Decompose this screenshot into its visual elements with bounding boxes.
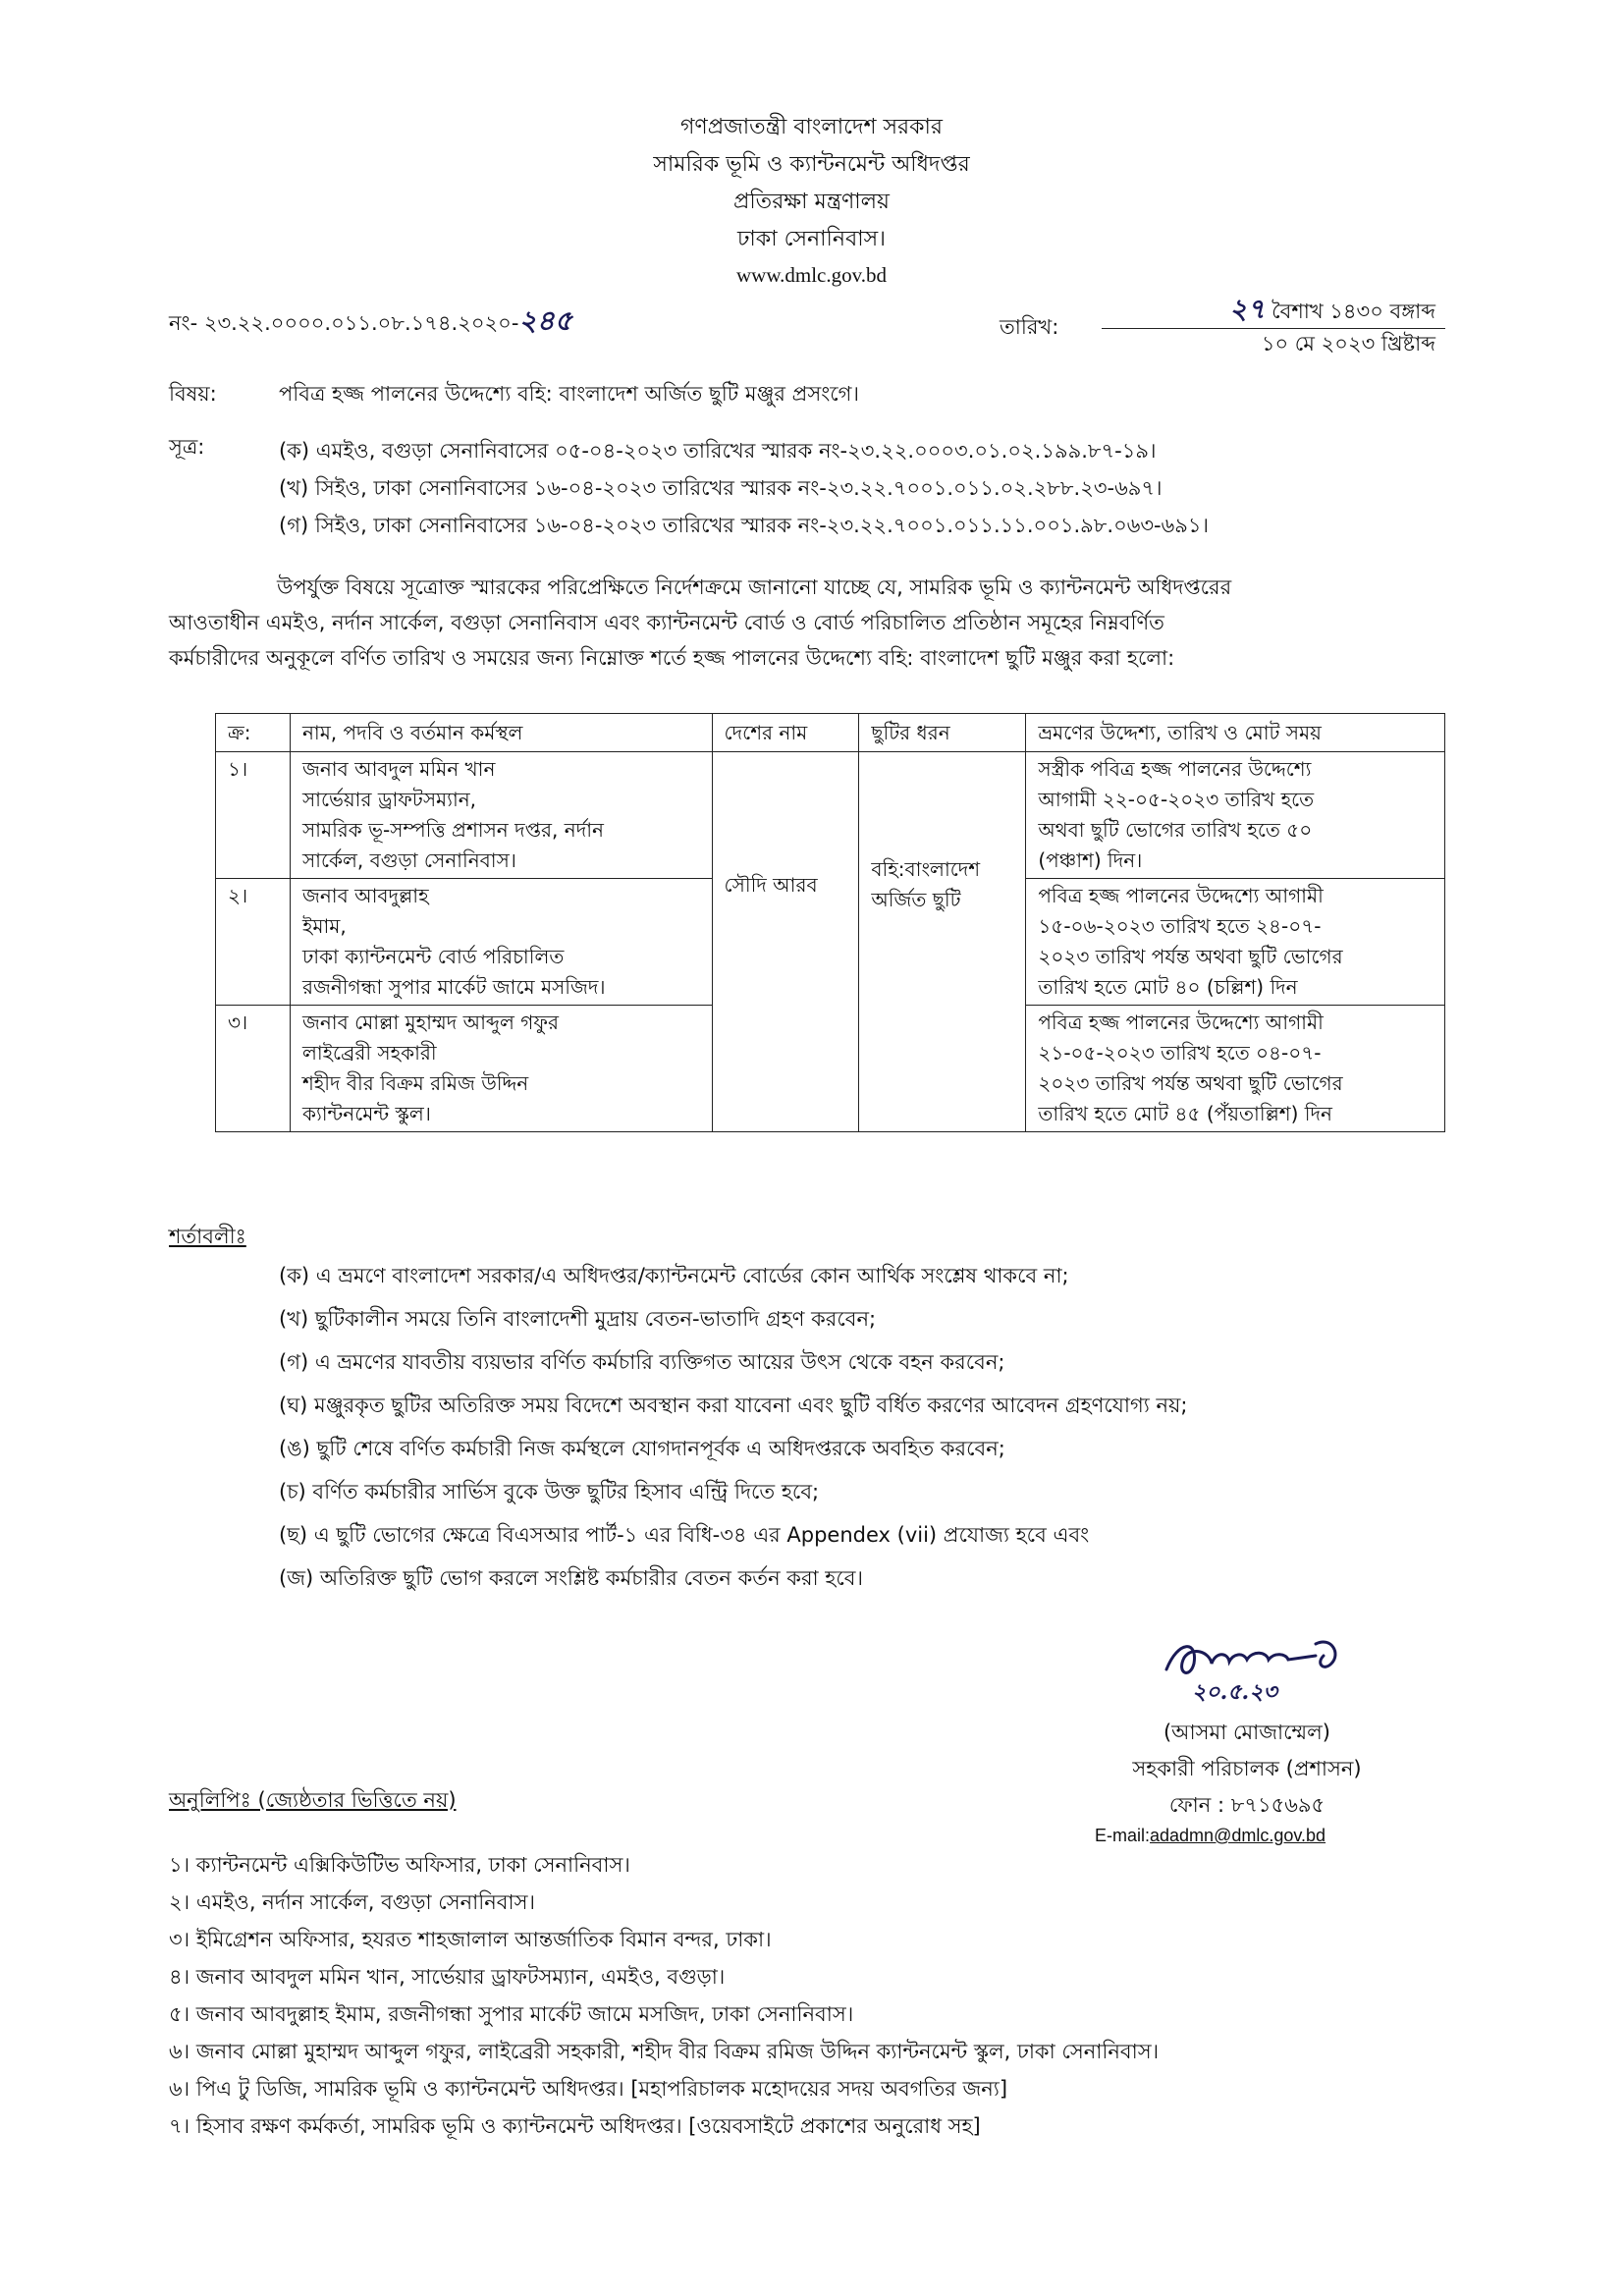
term-item: (জ) অতিরিক্ত ছুটি ভোগ করলে সংশ্লিষ্ট কর্মচারীর বেতন কর্তন করা হবে। bbox=[279, 1566, 863, 1590]
signatory-designation: সহকারী পরিচালক (প্রশাসন) bbox=[1132, 1757, 1362, 1780]
copy-item: ৭। হিসাব রক্ষণ কর্মকর্তা, সামরিক ভূমি ও ক্যান্টনমেন্ট অধিদপ্তর। [ওয়েবসাইটে প্রকাশের অনুরোধ সহ] bbox=[169, 2114, 981, 2138]
govt-name: গণপ্রজাতন্ত্রী বাংলাদেশ সরকার bbox=[679, 115, 944, 139]
body-paragraph bbox=[169, 570, 1445, 676]
reference-list bbox=[279, 432, 1209, 544]
email-label: E-mail: bbox=[1095, 1826, 1151, 1845]
name-line: রজনীগন্ধা সুপার মার্কেট জামে মসজিদ। bbox=[301, 975, 606, 999]
term-item: (চ) বর্ণিত কর্মচারীর সার্ভিস বুকে উক্ত ছুটির হিসাব এন্ট্রি দিতে হবে; bbox=[279, 1480, 820, 1503]
copy-item: ৪। জনাব আবদুল মমিন খান, সার্ভেয়ার ড্রাফটসম্যান, এমইও, বগুড়া। bbox=[169, 1965, 726, 1989]
date-bangla: বৈশাখ ১৪৩০ বঙ্গাব্দ bbox=[1271, 300, 1435, 323]
name-line: সার্কেল, বগুড়া সেনানিবাস। bbox=[301, 848, 516, 872]
row-serial: ৩। bbox=[216, 1006, 291, 1132]
copy-item: ৬। জনাব মোল্লা মুহাম্মদ আব্দুল গফুর, লাইব্রেরী সহকারী, শহীদ বীর বিক্রম রমিজ উদ্দিন ক্যান্টনমেন্ট স্কুল, ঢাকা সেনানিবাস। bbox=[169, 2040, 1160, 2063]
row-purpose bbox=[1026, 879, 1445, 1006]
leave-type-line: অর্জিত ছুটি bbox=[871, 888, 961, 911]
copy-item: ৫। জনাব আবদুল্লাহ ইমাম, রজনীগন্ধা সুপার মার্কেট জামে মসজিদ, ঢাকা সেনানিবাস। bbox=[169, 2002, 854, 2026]
date-english: ১০ মে ২০২৩ খ্রিষ্টাব্দ bbox=[1261, 332, 1435, 355]
purpose-line: ২১-০৫-২০২৩ তারিখ হতে ০৪-০৭- bbox=[1038, 1041, 1322, 1065]
reference-item: (গ) সিইও, ঢাকা সেনানিবাসের ১৬-০৪-২০২৩ তারিখের স্মারক নং-২৩.২২.৭০০১.০১১.১১.০০১.৯৮.০৬৩-৬৯১। bbox=[279, 514, 1210, 537]
row-purpose bbox=[1026, 752, 1445, 879]
body-line: আওতাধীন এমইও, নর্দান সার্কেল, বগুড়া সেনানিবাস এবং ক্যান্টনমেন্ট বোর্ড ও বোর্ড পরিচালিত প্রতিষ্ঠান সমূহের নিম্নবর্ণিত bbox=[169, 611, 1164, 634]
table-header-row bbox=[216, 714, 1445, 752]
subject-text: পবিত্র হজ্জ পালনের উদ্দেশ্যে বহি: বাংলাদেশ অর্জিত ছুটি মঞ্জুর প্রসংগে। bbox=[279, 382, 859, 406]
subject-label: বিষয়: bbox=[169, 382, 217, 406]
purpose-line: পবিত্র হজ্জ পালনের উদ্দেশ্যে আগামী bbox=[1038, 1011, 1324, 1034]
purpose-line: ২০২৩ তারিখ পর্যন্ত অথবা ছুটি ভোগের bbox=[1038, 945, 1343, 968]
leave-type-line: বহি:বাংলাদেশ bbox=[871, 857, 981, 881]
memo-number bbox=[169, 306, 572, 338]
name-line: ক্যান্টনমেন্ট স্কুল। bbox=[301, 1102, 431, 1125]
leave-table bbox=[215, 713, 1445, 1132]
body-line: উপর্যুক্ত বিষয়ে সূত্রোক্ত স্মারকের পরিপ্রেক্ষিতে নির্দেশক্রমে জানানো যাচ্ছে যে, সামরিক ভূমি ও ক্যান্টনমেন্ট অধিদপ্তরের bbox=[277, 575, 1232, 599]
signatory-name: (আসমা মোজাম্মেল) bbox=[1163, 1721, 1330, 1744]
name-line: জনাব আবদুল্লাহ bbox=[301, 884, 429, 907]
purpose-line: তারিখ হতে মোট ৪০ (চল্লিশ) দিন bbox=[1038, 975, 1298, 999]
name-line: ইমাম, bbox=[301, 914, 347, 938]
date-block bbox=[1102, 295, 1445, 358]
signatory-email bbox=[1095, 1826, 1325, 1846]
table-row bbox=[216, 752, 1445, 879]
leave-type-cell bbox=[859, 752, 1026, 1132]
name-line: সার্ভেয়ার ড্রাফটসম্যান, bbox=[301, 788, 477, 811]
col-header-country: দেশের নাম bbox=[712, 714, 859, 752]
name-line: সামরিক ভূ-সম্পত্তি প্রশাসন দপ্তর, নর্দান bbox=[301, 818, 604, 842]
col-header-serial: ক্র: bbox=[216, 714, 291, 752]
name-line: শহীদ বীর বিক্রম রমিজ উদ্দিন bbox=[301, 1071, 529, 1095]
copy-item: ১। ক্যান্টনমেন্ট এক্সিকিউটিভ অফিসার, ঢাকা সেনানিবাস। bbox=[169, 1853, 630, 1877]
purpose-line: আগামী ২২-০৫-২০২৩ তারিখ হতে bbox=[1038, 788, 1315, 811]
term-item: (ঘ) মঞ্জুরকৃত ছুটির অতিরিক্ত সময় বিদেশে অবস্থান করা যাবেনা এবং ছুটি বর্ধিত করণের আবেদন গ্রহণযোগ্য নয়; bbox=[279, 1394, 1188, 1417]
purpose-line: ২০২৩ তারিখ পর্যন্ত অথবা ছুটি ভোগের bbox=[1038, 1071, 1343, 1095]
term-item: (গ) এ ভ্রমণের যাবতীয় ব্যয়ভার বর্ণিত কর্মচারি ব্যক্তিগত আয়ের উৎস থেকে বহন করবেন; bbox=[279, 1350, 1005, 1374]
row-name bbox=[290, 879, 712, 1006]
term-item: (ঙ) ছুটি শেষে বর্ণিত কর্মচারী নিজ কর্মস্থলে যোগদানপূর্বক এ অধিদপ্তরকে অবহিত করবেন; bbox=[279, 1437, 1005, 1460]
purpose-line: অথবা ছুটি ভোগের তারিখ হতে ৫০ bbox=[1038, 818, 1313, 842]
row-serial: ১। bbox=[216, 752, 291, 879]
col-header-leave-type: ছুটির ধরন bbox=[859, 714, 1026, 752]
purpose-line: ১৫-০৬-২০২৩ তারিখ হতে ২৪-০৭- bbox=[1038, 914, 1322, 938]
website-link[interactable]: www.dmlc.gov.bd bbox=[735, 263, 887, 287]
row-name bbox=[290, 752, 712, 879]
reference-item: (খ) সিইও, ঢাকা সেনানিবাসের ১৬-০৪-২০২৩ তারিখের স্মারক নং-২৩.২২.৭০০১.০১১.০২.২৮৮.২৩-৬৯৭। bbox=[279, 476, 1163, 500]
reference-item: (ক) এমইও, বগুড়া সেনানিবাসের ০৫-০৪-২০২৩ তারিখের স্মারক নং-২৩.২২.০০০৩.০১.০২.১৯৯.৮৭-১৯। bbox=[279, 439, 1157, 463]
purpose-line: (পঞ্চাশ) দিন। bbox=[1038, 848, 1143, 872]
col-header-purpose: ভ্রমণের উদ্দেশ্য, তারিখ ও মোট সময় bbox=[1026, 714, 1445, 752]
name-line: জনাব আবদুল মমিন খান bbox=[301, 757, 496, 781]
name-line: ঢাকা ক্যান্টনমেন্ট বোর্ড পরিচালিত bbox=[301, 945, 565, 968]
country-cell: সৌদি আরব bbox=[712, 752, 859, 1132]
purpose-line: তারিখ হতে মোট ৪৫ (পঁয়তাল্লিশ) দিন bbox=[1038, 1102, 1332, 1125]
date-day-handwritten: ২৭ bbox=[1229, 293, 1266, 325]
row-serial: ২। bbox=[216, 879, 291, 1006]
memo-number-handwritten: ২৪৫ bbox=[518, 304, 572, 337]
signatory-phone: ফোন : ৮৭১৫৬৯৫ bbox=[1168, 1793, 1325, 1817]
signature-date: ২০.৫.২৩ bbox=[1192, 1679, 1277, 1705]
copy-item: ৬। পিএ টু ডিজি, সামরিক ভূমি ও ক্যান্টনমেন্ট অধিদপ্তর। [মহাপরিচালক মহোদয়ের সদয় অবগতির জন্য] bbox=[169, 2077, 1008, 2101]
term-item: (ছ) এ ছুটি ভোগের ক্ষেত্রে বিএসআর পার্ট-১ এর বিধি-৩৪ এর Appendex (vii) প্রযোজ্য হবে এবং bbox=[279, 1523, 1090, 1547]
copy-item: ৩। ইমিগ্রেশন অফিসার, হযরত শাহজালাল আন্তর্জাতিক বিমান বন্দর, ঢাকা। bbox=[169, 1928, 772, 1951]
row-purpose bbox=[1026, 1006, 1445, 1132]
term-item: (ক) এ ভ্রমণে বাংলাদেশ সরকার/এ অধিদপ্তর/ক্যান্টনমেন্ট বোর্ডের কোন আর্থিক সংশ্লেষ থাকবে না; bbox=[279, 1264, 1069, 1287]
copy-item: ২। এমইও, নর্দান সার্কেল, বগুড়া সেনানিবাস। bbox=[169, 1890, 535, 1914]
term-item: (খ) ছুটিকালীন সময়ে তিনি বাংলাদেশী মুদ্রায় বেতন-ভাতাদি গ্রহণ করবেন; bbox=[279, 1307, 877, 1331]
body-line: কর্মচারীদের অনুকূলে বর্ণিত তারিখ ও সময়ের জন্য নিম্নোক্ত শর্তে হজ্জ পালনের উদ্দেশ্যে বহি: বাংলাদেশ ছুটি মঞ্জুর করা হলো: bbox=[169, 646, 1175, 670]
purpose-line: পবিত্র হজ্জ পালনের উদ্দেশ্যে আগামী bbox=[1038, 884, 1324, 907]
date-label: তারিখ: bbox=[1000, 315, 1059, 339]
office-location: ঢাকা সেনানিবাস। bbox=[736, 227, 886, 251]
department-name: সামরিক ভূমি ও ক্যান্টনমেন্ট অধিদপ্তর bbox=[653, 152, 970, 177]
copies-list bbox=[169, 1850, 1159, 2149]
signature bbox=[1159, 1630, 1355, 1709]
email-link[interactable]: adadmn@dmlc.gov.bd bbox=[1150, 1826, 1326, 1845]
ministry-name: প্রতিরক্ষা মন্ত্রণালয় bbox=[732, 190, 891, 214]
name-line: লাইব্রেরী সহকারী bbox=[301, 1041, 437, 1065]
terms-list bbox=[279, 1261, 1187, 1607]
reference-label: সূত্র: bbox=[169, 435, 205, 459]
purpose-line: সস্ত্রীক পবিত্র হজ্জ পালনের উদ্দেশ্যে bbox=[1038, 757, 1312, 781]
col-header-name: নাম, পদবি ও বর্তমান কর্মস্থল bbox=[290, 714, 712, 752]
terms-heading: শর্তাবলীঃ bbox=[169, 1225, 246, 1248]
copies-heading: অনুলিপিঃ (জ্যেষ্ঠতার ভিত্তিতে নয়) bbox=[169, 1788, 457, 1812]
name-line: জনাব মোল্লা মুহাম্মদ আব্দুল গফুর bbox=[301, 1011, 559, 1034]
row-name bbox=[290, 1006, 712, 1132]
signatory-block bbox=[1041, 1715, 1453, 1824]
memo-number-prefix: নং- ২৩.২২.০০০০.০১১.০৮.১৭৪.২০২০- bbox=[169, 311, 519, 335]
